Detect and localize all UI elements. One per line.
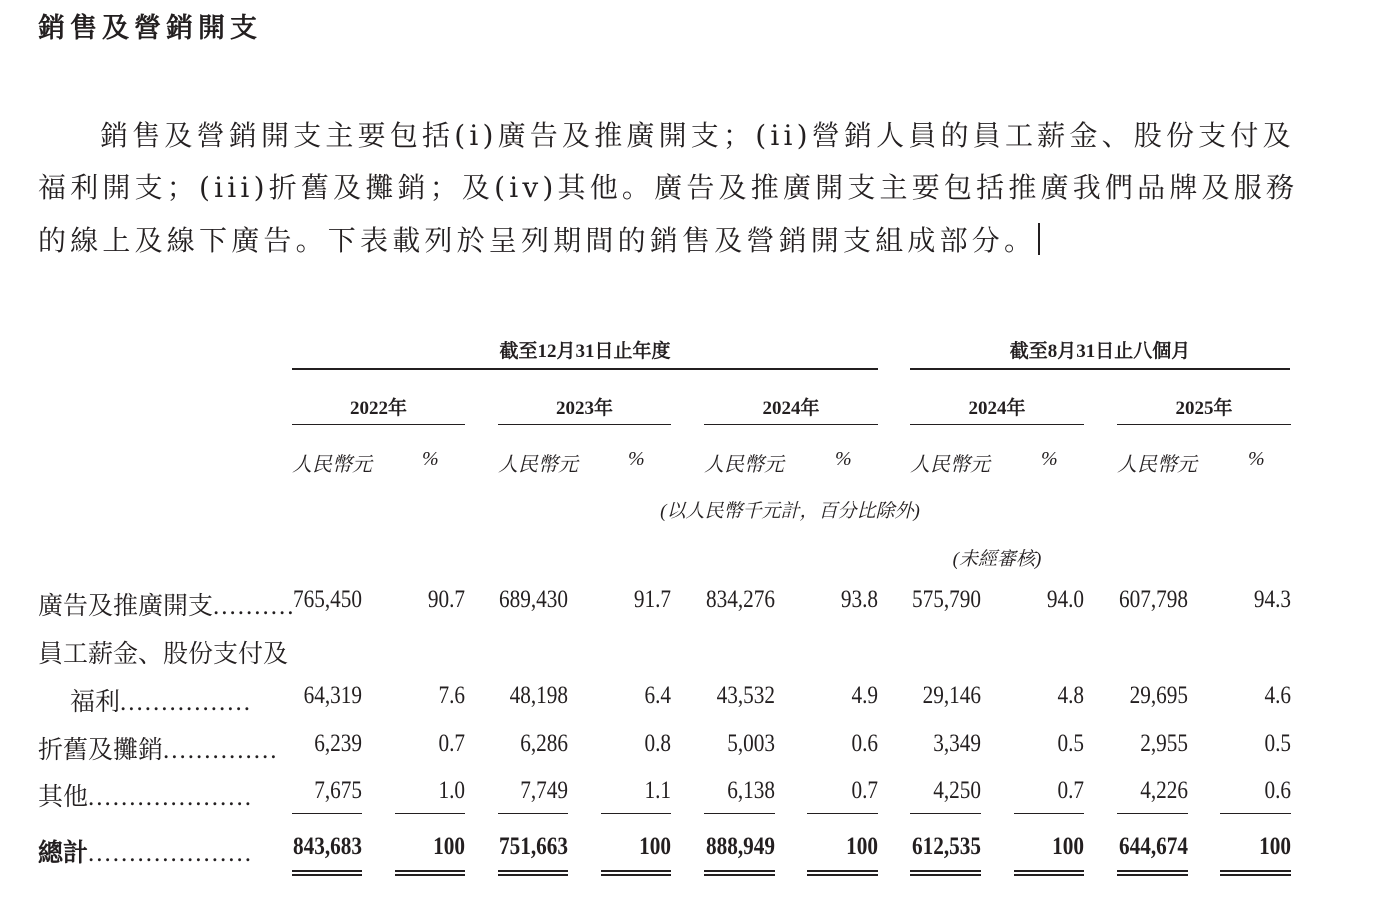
units-note: (以人民幣千元計，百分比除外) <box>660 501 920 522</box>
cell-others-percent: 1.1 <box>644 777 671 804</box>
paragraph-line-3 <box>38 219 1040 259</box>
subtotal-rule <box>1220 813 1291 814</box>
row-label-depreciation <box>38 730 279 766</box>
leader-dots: .............. <box>163 737 279 764</box>
cell-advertising-percent: 93.8 <box>840 586 878 613</box>
cell-advertising-amount: 765,450 <box>292 586 362 613</box>
row-label-total <box>38 833 253 869</box>
year-rule-2022 <box>292 424 465 425</box>
text-cursor <box>1038 223 1040 255</box>
year-rule-2025 <box>1117 424 1291 425</box>
row-label-text: 福利 <box>70 689 121 716</box>
unit-header: 人民幣元 <box>704 454 784 476</box>
cell-advertising-percent: 91.7 <box>633 586 671 613</box>
year-header-2024: 2024年 <box>762 398 820 419</box>
total-double-rule <box>1117 870 1188 876</box>
paragraph-line-2: 福利開支；(iii)折舊及攤銷；及(iv)其他。廣告及推廣開支主要包括推廣我們品牌及服務 <box>38 171 1299 204</box>
year-header-2025: 2025年 <box>1175 398 1233 419</box>
total-double-rule <box>498 870 568 876</box>
subtotal-rule <box>1014 813 1084 814</box>
total-double-rule <box>910 870 981 876</box>
cell-staff-percent: 4.8 <box>1057 682 1084 709</box>
group-rule-period <box>910 368 1290 370</box>
cell-total-percent: 100 <box>433 833 465 860</box>
cell-depreciation-percent: 0.5 <box>1264 730 1291 757</box>
total-double-rule <box>601 870 671 876</box>
pct-header: % <box>1248 448 1265 470</box>
year-header-2023: 2023年 <box>555 398 613 419</box>
cell-others-amount: 6,138 <box>727 777 775 804</box>
unit-header: 人民幣元 <box>498 454 578 476</box>
unit-header: 人民幣元 <box>910 454 990 476</box>
group-header-period: 截至8月31日止八個月 <box>1009 341 1191 362</box>
total-double-rule <box>1014 870 1084 876</box>
row-label-advertising <box>38 586 296 622</box>
cell-staff-amount: 43,532 <box>716 682 775 709</box>
cell-others-amount: 4,250 <box>933 777 981 804</box>
cell-depreciation-percent: 0.6 <box>851 730 878 757</box>
cell-total-percent: 100 <box>1052 833 1084 860</box>
cell-advertising-percent: 94.3 <box>1253 586 1291 613</box>
group-header-year: 截至12月31日止年度 <box>499 341 671 362</box>
cell-total-percent: 100 <box>639 833 671 860</box>
paragraph-line-1: 銷售及營銷開支主要包括(i)廣告及推廣開支；(ii)營銷人員的員工薪金、股份支付及 <box>100 119 1295 152</box>
cell-others-percent: 1.0 <box>438 777 465 804</box>
cell-total-amount: 612,535 <box>911 833 981 860</box>
subtotal-rule <box>498 813 568 814</box>
leader-dots: ................ <box>120 689 253 716</box>
row-label-text: 總計 <box>38 840 89 867</box>
subtotal-rule <box>1117 813 1188 814</box>
cell-advertising-amount: 607,798 <box>1118 586 1188 613</box>
row-label-text: 折舊及攤銷 <box>38 737 164 764</box>
total-double-rule <box>395 870 465 876</box>
row-label-staff: 員工薪金、股份支付及 <box>38 641 289 668</box>
leader-dots: .......... <box>213 593 296 620</box>
cell-staff-amount: 29,695 <box>1129 682 1188 709</box>
cell-depreciation-percent: 0.5 <box>1057 730 1084 757</box>
cell-others-percent: 0.7 <box>851 777 878 804</box>
cell-advertising-amount: 575,790 <box>911 586 981 613</box>
cell-depreciation-amount: 6,239 <box>314 730 362 757</box>
cell-total-percent: 100 <box>1259 833 1291 860</box>
row-label-text: 廣告及推廣開支 <box>38 593 214 620</box>
cell-staff-amount: 29,146 <box>922 682 981 709</box>
leader-dots: .................... <box>88 784 254 811</box>
cell-advertising-percent: 94.0 <box>1046 586 1084 613</box>
total-double-rule <box>292 870 362 876</box>
row-label-text: 其他 <box>38 784 89 811</box>
cell-depreciation-percent: 0.7 <box>438 730 465 757</box>
subtotal-rule <box>704 813 775 814</box>
subtotal-rule <box>807 813 878 814</box>
cell-depreciation-amount: 5,003 <box>727 730 775 757</box>
cell-total-percent: 100 <box>846 833 878 860</box>
unit-header: 人民幣元 <box>1117 454 1197 476</box>
unaudited-note: (未經審核) <box>952 549 1042 570</box>
cell-staff-percent: 7.6 <box>438 682 465 709</box>
pct-header: % <box>1041 448 1058 470</box>
cell-depreciation-amount: 2,955 <box>1140 730 1188 757</box>
subtotal-rule <box>395 813 465 814</box>
cell-others-percent: 0.7 <box>1057 777 1084 804</box>
cell-depreciation-amount: 6,286 <box>520 730 568 757</box>
cell-others-percent: 0.6 <box>1264 777 1291 804</box>
cell-total-amount: 751,663 <box>498 833 568 860</box>
leader-dots: .................... <box>88 840 254 867</box>
group-rule-year <box>292 368 878 370</box>
row-label-staff-cont <box>70 682 252 718</box>
cell-staff-amount: 48,198 <box>509 682 568 709</box>
row-label-others <box>38 777 253 813</box>
subtotal-rule <box>601 813 671 814</box>
cell-others-amount: 7,675 <box>314 777 362 804</box>
subtotal-rule <box>910 813 981 814</box>
cell-others-amount: 7,749 <box>520 777 568 804</box>
cell-total-amount: 843,683 <box>292 833 362 860</box>
cell-total-amount: 888,949 <box>705 833 775 860</box>
total-double-rule <box>1220 870 1291 876</box>
year-header-2022: 2022年 <box>349 398 407 419</box>
pct-header: % <box>835 448 852 470</box>
pct-header: % <box>628 448 645 470</box>
cell-others-amount: 4,226 <box>1140 777 1188 804</box>
year-header-2024-eight-months: 2024年 <box>968 398 1026 419</box>
cell-staff-percent: 4.9 <box>851 682 878 709</box>
year-rule-2024 <box>704 424 878 425</box>
section-heading: 銷售及營銷開支 <box>38 13 262 44</box>
total-double-rule <box>704 870 775 876</box>
total-double-rule <box>807 870 878 876</box>
cell-advertising-amount: 834,276 <box>705 586 775 613</box>
paragraph-line-3-text: 的線上及線下廣告。下表載列於呈列期間的銷售及營銷開支組成部分。 <box>38 224 1037 257</box>
cell-total-amount: 644,674 <box>1118 833 1188 860</box>
unit-header: 人民幣元 <box>292 454 372 476</box>
year-rule-2024-eight-months <box>910 424 1084 425</box>
cell-advertising-amount: 689,430 <box>498 586 568 613</box>
cell-advertising-percent: 90.7 <box>427 586 465 613</box>
subtotal-rule <box>292 813 362 814</box>
cell-staff-percent: 4.6 <box>1264 682 1291 709</box>
pct-header: % <box>422 448 439 470</box>
cell-staff-percent: 6.4 <box>644 682 671 709</box>
year-rule-2023 <box>498 424 671 425</box>
cell-staff-amount: 64,319 <box>303 682 362 709</box>
cell-depreciation-amount: 3,349 <box>933 730 981 757</box>
cell-depreciation-percent: 0.8 <box>644 730 671 757</box>
